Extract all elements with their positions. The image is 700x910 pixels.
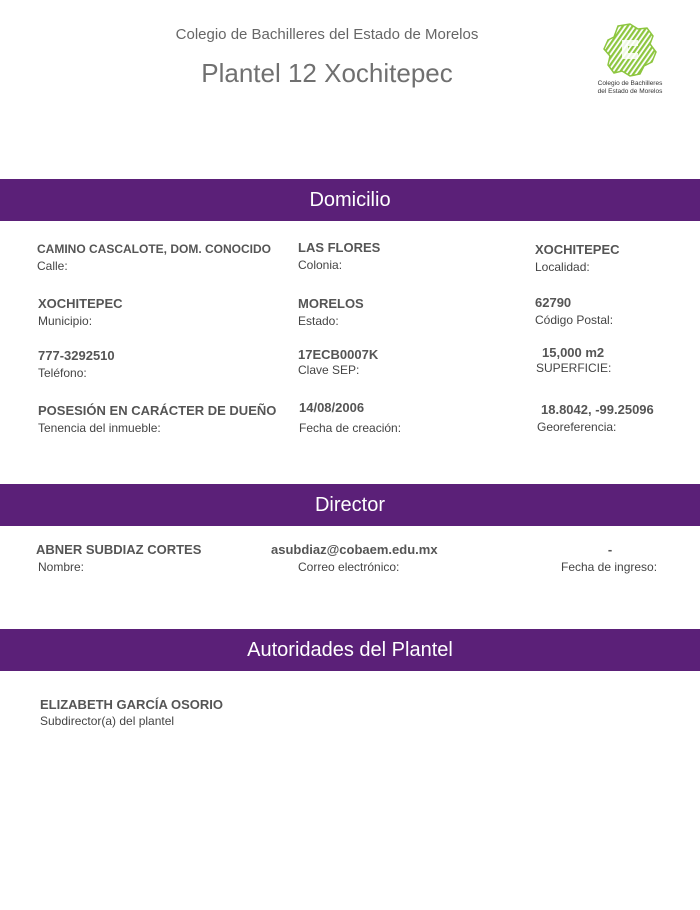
field-director-nombre	[36, 542, 201, 574]
section-header-autoridades: Autoridades del Plantel	[0, 629, 700, 671]
field-estado	[298, 296, 364, 328]
field-director-correo	[271, 542, 438, 574]
field-fecha-creacion	[299, 400, 401, 435]
autoridad-cargo-label: Subdirector(a) del plantel	[40, 714, 175, 728]
telefono-label: Teléfono:	[38, 366, 87, 380]
field-calle	[37, 242, 271, 273]
field-municipio	[38, 296, 123, 328]
logo-text-line2: del Estado de Morelos	[597, 88, 663, 95]
municipio-value: XOCHITEPEC	[38, 296, 123, 311]
cobaem-logo	[592, 22, 668, 100]
calle-label: Calle:	[37, 259, 68, 273]
localidad-value: XOCHITEPEC	[535, 242, 620, 257]
director-correo-value: asubdiaz@cobaem.edu.mx	[271, 542, 438, 557]
superficie-value: 15,000 m2	[542, 345, 605, 360]
autoridad-nombre-value: ELIZABETH GARCÍA OSORIO	[40, 697, 223, 712]
field-tenencia	[38, 403, 276, 435]
section-header-director: Director	[0, 484, 700, 526]
field-autoridad-subdirector	[40, 697, 223, 728]
telefono-value: 777-3292510	[38, 348, 115, 363]
georeferencia-label: Georeferencia:	[537, 420, 617, 434]
tenencia-label: Tenencia del inmueble:	[38, 421, 161, 435]
fecha-creacion-value: 14/08/2006	[299, 400, 365, 415]
field-clave-sep	[298, 347, 378, 377]
municipio-label: Municipio:	[38, 314, 93, 328]
page-title: Plantel 12 Xochitepec	[201, 58, 453, 88]
fecha-creacion-label: Fecha de creación:	[299, 421, 402, 435]
director-fecha-ingreso-value: -	[607, 542, 613, 557]
clave-sep-value: 17ECB0007K	[298, 347, 379, 362]
morelos-map-icon	[600, 22, 660, 78]
calle-value: CAMINO CASCALOTE, DOM. CONOCIDO	[37, 242, 271, 256]
colonia-value: LAS FLORES	[298, 240, 381, 255]
field-georeferencia	[537, 402, 654, 434]
estado-label: Estado:	[298, 314, 339, 328]
director-nombre-label: Nombre:	[38, 560, 85, 574]
director-nombre-value: ABNER SUBDIAZ CORTES	[36, 542, 202, 557]
field-superficie	[536, 345, 611, 375]
tenencia-value: POSESIÓN EN CARÁCTER DE DUEÑO	[38, 403, 277, 418]
estado-value: MORELOS	[298, 296, 364, 311]
field-telefono	[38, 348, 115, 380]
organization-name: Colegio de Bachilleres del Estado de Morelos	[175, 26, 479, 43]
section-header-domicilio: Domicilio	[0, 179, 700, 221]
codigo-postal-label: Código Postal:	[535, 313, 614, 327]
director-correo-label: Correo electrónico:	[298, 560, 400, 574]
field-colonia	[298, 240, 380, 272]
director-fecha-ingreso-label: Fecha de ingreso:	[561, 560, 658, 574]
codigo-postal-value: 62790	[535, 295, 572, 310]
field-localidad	[535, 242, 620, 274]
logo-text-line1: Colegio de Bachilleres	[597, 80, 663, 87]
superficie-label: SUPERFICIE:	[536, 361, 612, 375]
logo-text	[592, 80, 668, 96]
clave-sep-label: Clave SEP:	[298, 363, 360, 377]
localidad-label: Localidad:	[535, 260, 590, 274]
field-director-fecha-ingreso	[561, 542, 659, 574]
georeferencia-value: 18.8042, -99.25096	[541, 402, 654, 417]
field-codigo-postal	[535, 295, 613, 327]
colonia-label: Colonia:	[298, 258, 343, 272]
